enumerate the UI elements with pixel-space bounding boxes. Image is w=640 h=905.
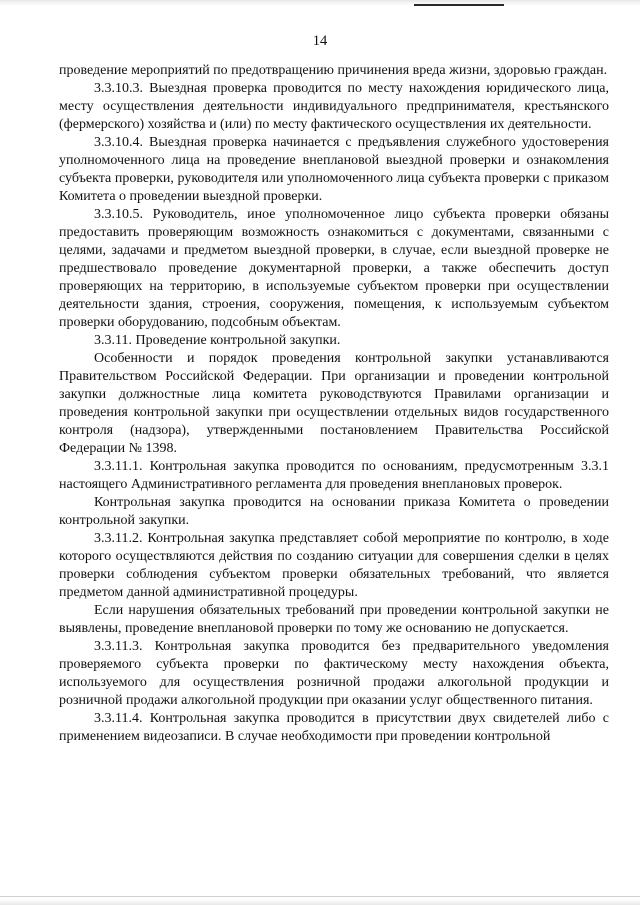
page-number: 14 [312, 33, 328, 49]
paragraph-continuation: проведение мероприятий по предотвращению причинения вреда жизни, здоровью граждан. [59, 63, 608, 78]
paragraph-features-of-procurement: Особенности и порядок проведения контрольной закупки устанавливаются Правительством Российской Федерации. При организации и проведении контрольной закупки должностные лица комитета руководствуются Правилами организации и проведения контрольной закупки при осуществлении отдельных видов государственного контроля (надзора), утвержденными постановлением Правительства Российской Федерации № 1398. [59, 351, 609, 456]
scan-mark [414, 4, 504, 6]
paragraph-procurement-order: Контрольная закупка проводится на основании приказа Комитета о проведении контрольной закупки. [59, 495, 609, 528]
document-body [59, 62, 609, 746]
paragraph-3-3-10-5: 3.3.10.5. Руководитель, иное уполномоченное лицо субъекта проверки обязаны предоставить проверяющим возможность ознакомиться с документами, связанными с целями, задачами и предметом выездной проверки, в случае, если выездной проверке не предшествовало проведение документарной проверки, а также обеспечить доступ проверяющих на территорию, в используемые субъектом проверки при осуществлении деятельности здания, строения, сооружения, помещения, к используемым субъектом проверки оборудованию, подсобным объектам. [59, 207, 609, 330]
paragraph-3-3-11-4: 3.3.11.4. Контрольная закупка проводится в присутствии двух свидетелей либо с применением видеозаписи. В случае необходимости при проведении контрольной [59, 711, 609, 744]
scan-bottom-line [0, 896, 640, 897]
paragraph-3-3-11: 3.3.11. Проведение контрольной закупки. [94, 333, 341, 348]
paragraph-3-3-10-4: 3.3.10.4. Выездная проверка начинается с предъявления служебного удостоверения уполномоченного лица на проведение внеплановой выездной проверки и ознакомления субъекта проверки, руководителя или уполномоченного лица субъекта проверки с приказом Комитета о проведении выездной проверки. [59, 135, 609, 204]
scan-top-edge [0, 0, 640, 6]
paragraph-3-3-11-1: 3.3.11.1. Контрольная закупка проводится по основаниям, предусмотренным 3.3.1 настоящего Административного регламента для проведения внеплановых проверок. [59, 459, 609, 492]
paragraph-3-3-11-2: 3.3.11.2. Контрольная закупка представляет собой мероприятие по контролю, в ходе которого осуществляются действия по созданию ситуации для совершения сделки в целях проверки соблюдения субъектом проверки обязательных требований, что является предметом данной административной процедуры. [59, 531, 609, 600]
paragraph-3-3-10-3: 3.3.10.3. Выездная проверка проводится по месту нахождения юридического лица, месту осуществления деятельности индивидуального предпринимателя, крестьянского (фермерского) хозяйства и (или) по месту фактического осуществления их деятельности. [59, 81, 609, 132]
scan-bottom-edge [0, 899, 640, 905]
paragraph-no-violations: Если нарушения обязательных требований при проведении контрольной закупки не выявлены, проведение внеплановой проверки по тому же основанию не допускается. [59, 603, 609, 636]
paragraph-3-3-11-3: 3.3.11.3. Контрольная закупка проводится без предварительного уведомления проверяемого субъекта проверки по фактическому месту нахождения объекта, используемого для осуществления розничной продажи алкогольной продукции и розничной продажи алкогольной продукции при оказании услуг общественного питания. [59, 639, 609, 708]
